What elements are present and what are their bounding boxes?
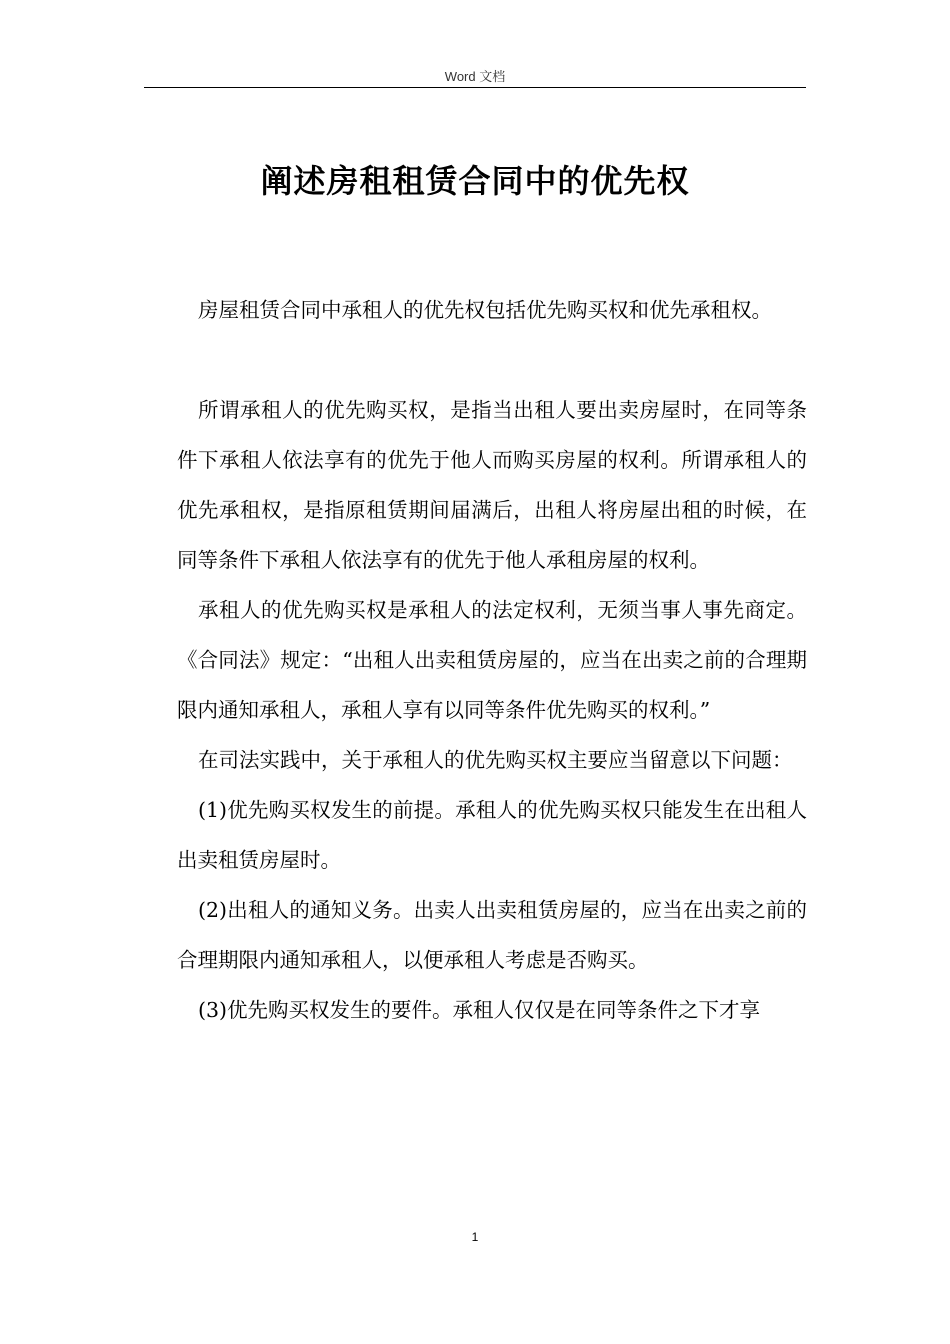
paragraph: 在司法实践中，关于承租人的优先购买权主要应当留意以下问题：: [198, 748, 793, 772]
document-title: 阐述房租租赁合同中的优先权: [260, 162, 690, 200]
page-header: Word 文档: [444, 69, 506, 84]
paragraph: (1)优先购买权发生的前提。承租人的优先购买权只能发生在出租人出卖租赁房屋时。: [177, 798, 807, 872]
paragraph: (3)优先购买权发生的要件。承租人仅仅是在同等条件之下才享: [198, 998, 761, 1022]
page-number: 1: [471, 1230, 479, 1244]
paragraph: (2)出租人的通知义务。出卖人出卖租赁房屋的，应当在出卖之前的合理期限内通知承租人，以便承租人考虑是否购买。: [177, 898, 807, 972]
paragraph: 房屋租赁合同中承租人的优先权包括优先购买权和优先承租权。: [198, 298, 772, 322]
header-divider: [144, 87, 806, 88]
paragraph: 承租人的优先购买权是承租人的法定权利，无须当事人事先商定。《合同法》规定：“出租人出卖租赁房屋的，应当在出卖之前的合理期限内通知承租人，承租人享有以同等条件优先购买的权利。”: [177, 598, 807, 722]
paragraph: 所谓承租人的优先购买权，是指当出租人要出卖房屋时，在同等条件下承租人依法享有的优先于他人而购买房屋的权利。所谓承租人的优先承租权，是指原租赁期间届满后，出租人将房屋出租的时候，在同等条件下承租人依法享有的优先于他人承租房屋的权利。: [177, 398, 807, 572]
document-body: [177, 285, 807, 1035]
